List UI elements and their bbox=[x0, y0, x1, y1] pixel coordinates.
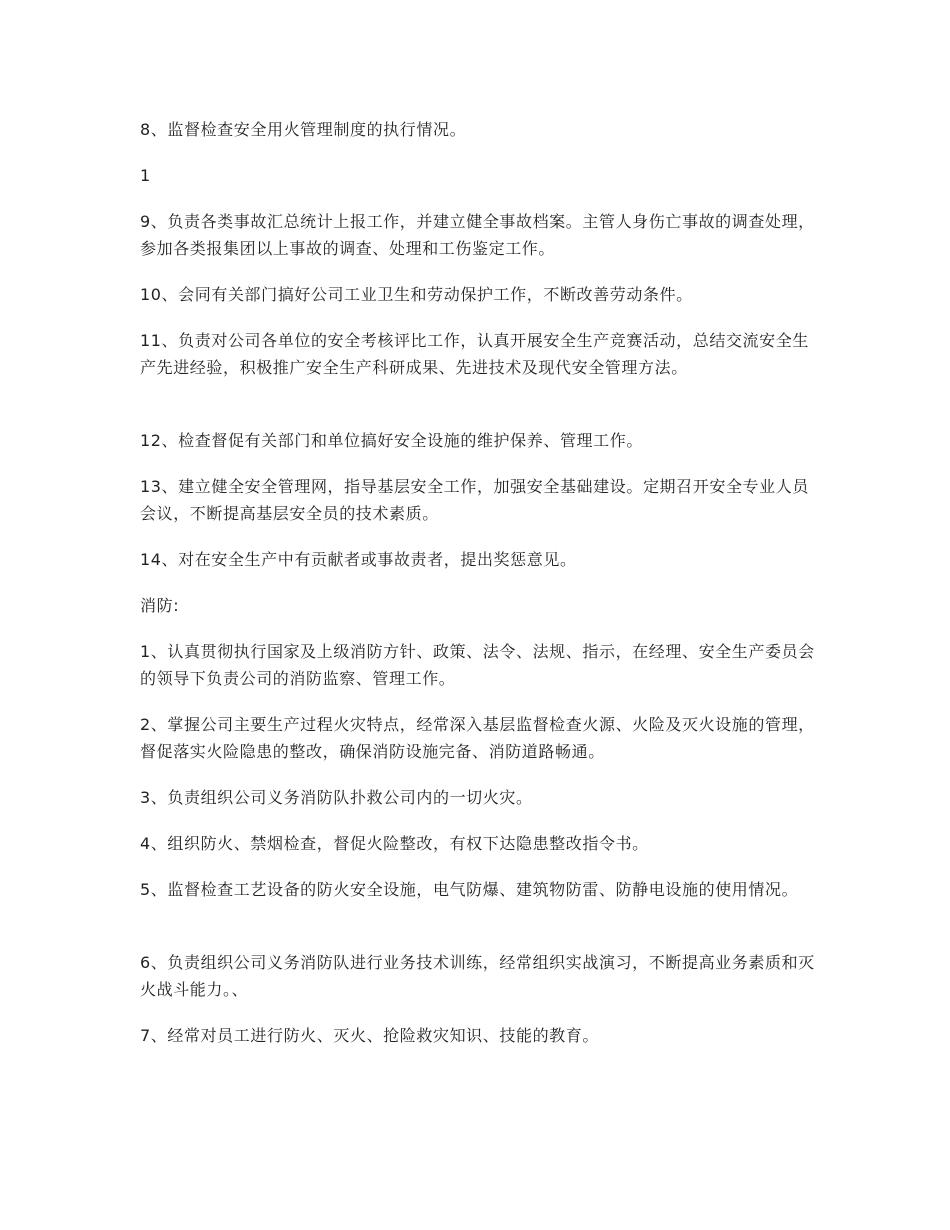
paragraph-item-10: 10、会同有关部门搞好公司工业卫生和劳动保护工作，不断改善劳动条件。 bbox=[140, 285, 693, 304]
fire-item-6: 6、负责组织公司义务消防队进行业务技术训练，经常组织实战演习，不断提高业务素质和灭火战斗能力。、 bbox=[140, 953, 815, 999]
paragraph-item-12: 12、检查督促有关部门和单位搞好安全设施的维护保养、管理工作。 bbox=[140, 431, 643, 450]
paragraph-item-14: 14、对在安全生产中有贡献者或事故责者，提出奖惩意见。 bbox=[140, 550, 577, 569]
paragraph-item-11: 11、负责对公司各单位的安全考核评比工作，认真开展安全生产竞赛活动，总结交流安全生产先进经验，积极推广安全生产科研成果、先进技术及现代安全管理方法。 bbox=[140, 331, 809, 377]
section-heading-fire: 消防: bbox=[140, 596, 180, 615]
fire-item-3: 3、负责组织公司义务消防队扑救公司内的一切火灾。 bbox=[140, 788, 533, 807]
fire-item-1: 1、认真贯彻执行国家及上级消防方针、政策、法令、法规、指示，在经理、安全生产委员会的领导下负责公司的消防监察、管理工作。 bbox=[140, 642, 815, 688]
paragraph-item-8: 8、监督检查安全用火管理制度的执行情况。 bbox=[140, 120, 467, 139]
fire-item-5: 5、监督检查工艺设备的防火安全设施，电气防爆、建筑物防雷、防静电设施的使用情况。 bbox=[140, 880, 799, 899]
fire-item-7: 7、经常对员工进行防火、灭火、抢险救灾知识、技能的教育。 bbox=[140, 1026, 599, 1045]
paragraph-item-9: 9、负责各类事故汇总统计上报工作，并建立健全事故档案。主管人身伤亡事故的调查处理，参加各类报集团以上事故的调查、处理和工伤鉴定工作。 bbox=[140, 212, 815, 258]
paragraph-item-13: 13、建立健全安全管理网，指导基层安全工作，加强安全基础建设。定期召开安全专业人员会议，不断提高基层安全员的技术素质。 bbox=[140, 477, 809, 523]
fire-item-2: 2、掌握公司主要生产过程火灾特点，经常深入基层监督检查火源、火险及灭火设施的管理，督促落实火险隐患的整改，确保消防设施完备、消防道路畅通。 bbox=[140, 715, 815, 761]
page-number: 1 bbox=[140, 166, 151, 185]
fire-item-4: 4、组织防火、禁烟检查，督促火险整改，有权下达隐患整改指令书。 bbox=[140, 834, 649, 853]
